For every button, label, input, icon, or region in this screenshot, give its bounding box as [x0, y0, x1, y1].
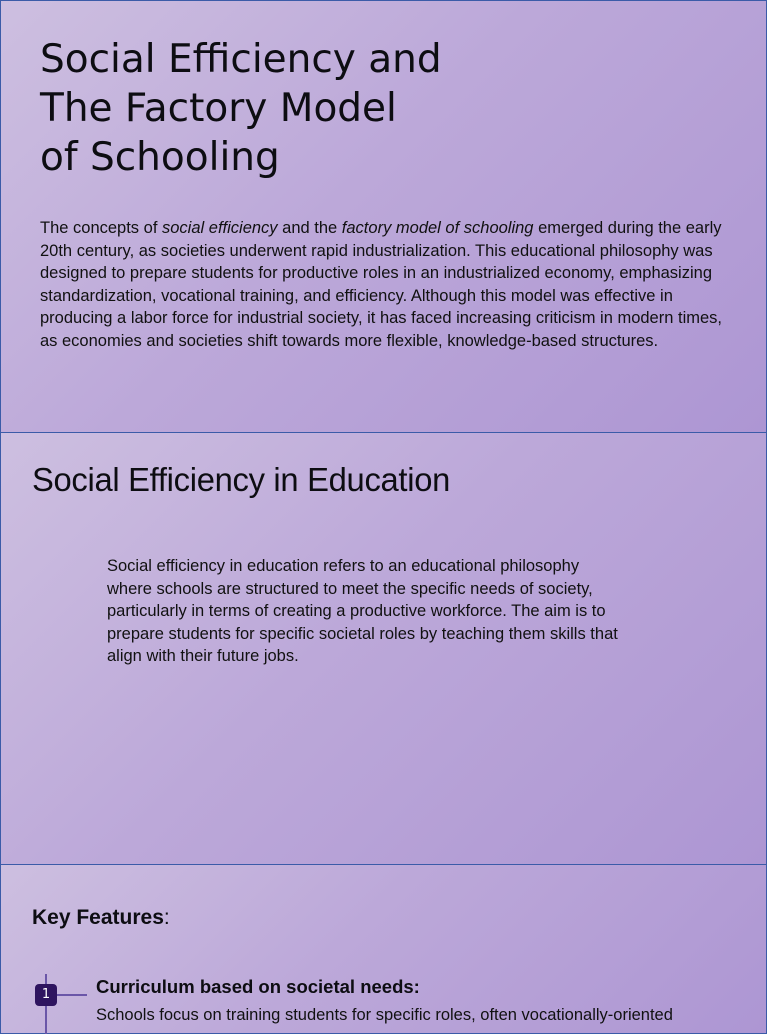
title-line-3: of Schooling — [40, 135, 280, 180]
intro-text-3: emerged during the early 20th century, as societies underwent rapid industrialization. This educational philosophy was designed to prepare students for productive roles in an industrialized economy, emphasizing standardization, vocational training, and efficiency. Although this model was effective in producing a labor force for industrial society, it has faced increasing criticism in modern times, as economies and societies shift towards more flexible, knowledge-based structures. — [40, 219, 722, 350]
key-features-colon: : — [163, 906, 170, 929]
title-line-2: The Factory Model — [40, 86, 397, 131]
feature-number-badge-icon: 1 — [35, 984, 57, 1006]
section-body: Social efficiency in education refers to an educational philosophy where schools are structured to meet the specific needs of society, particularly in terms of creating a productive workforce. The aim is to prepare students for specific societal roles by teaching them skills that align with their future jobs. — [107, 557, 618, 665]
intro-text-2: and the — [277, 219, 342, 237]
section-title: Social Efficiency in Education — [32, 461, 450, 498]
feature-description: Schools focus on training students for specific roles, often vocationally-oriented — [96, 1006, 673, 1024]
intro-text-1: The concepts of — [40, 219, 162, 237]
intro-emphasis-factory-model: factory model of schooling — [341, 219, 534, 237]
intro-paragraph — [40, 217, 730, 352]
slide-title — [0, 0, 767, 433]
key-features-label: Key Features — [32, 906, 164, 929]
intro-emphasis-social-efficiency: social efficiency — [162, 219, 278, 237]
timeline-connector-line — [55, 994, 87, 996]
title-line-1: Social Efficiency and — [40, 37, 442, 82]
page-title — [40, 35, 480, 182]
feature-title: Curriculum based on societal needs: — [96, 976, 420, 997]
key-features-heading — [32, 904, 170, 932]
